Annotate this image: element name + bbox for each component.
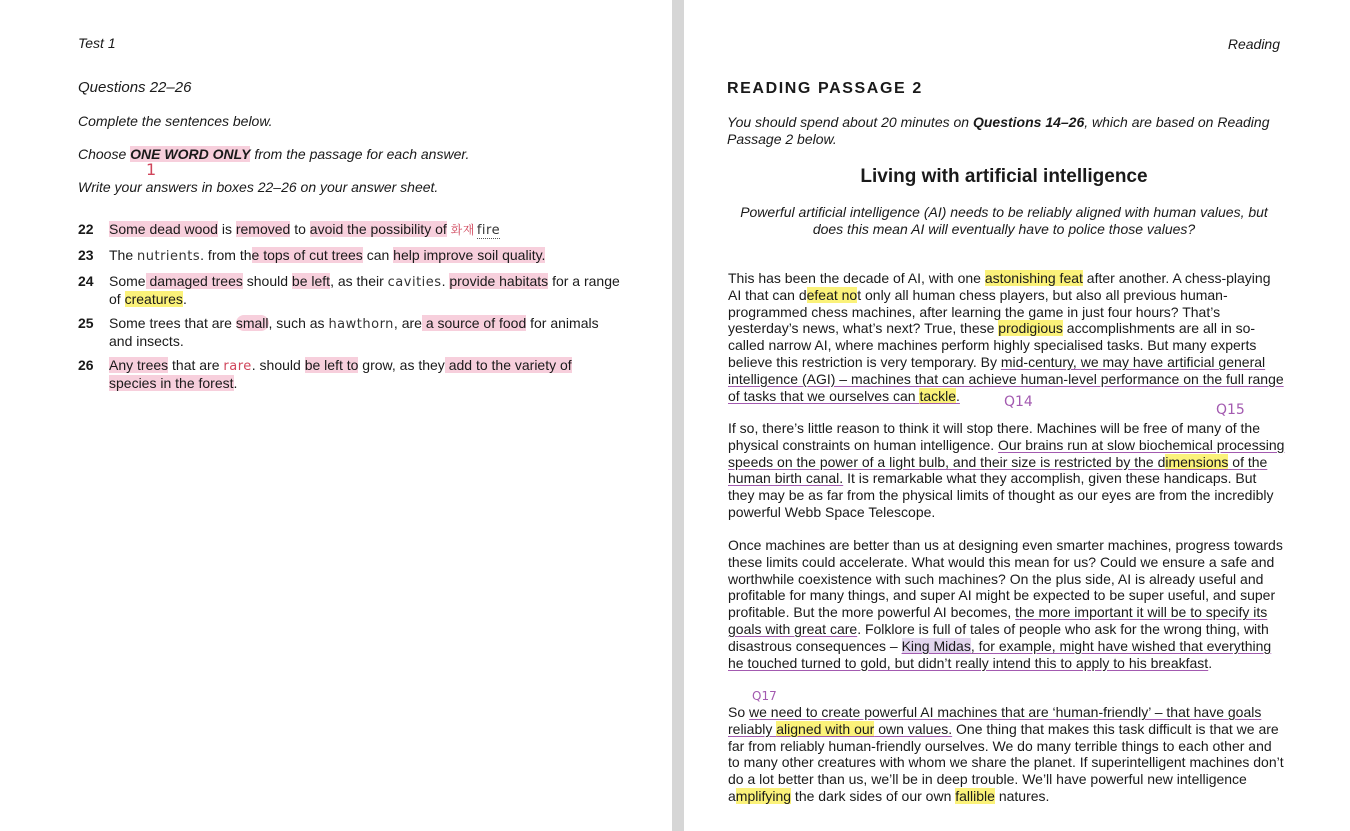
article-title: Living with artificial intelligence xyxy=(860,166,1148,187)
margin-mark-q15: Q15 xyxy=(1216,402,1245,418)
margin-note-korean: 화재 xyxy=(450,223,475,237)
instruction-choose: Choose ONE WORD ONLY from the passage for each answer. xyxy=(78,146,470,162)
answer-22-fire: fire xyxy=(476,223,501,238)
page-header-test: Test 1 xyxy=(78,35,116,51)
margin-mark-q14: Q14 xyxy=(1004,394,1033,410)
paragraph-1: This has been the decade of AI, with one astonishing feat after another. A chess-playing AI that can defeat not only all human chess players, but also all previous human-programmed chess machines, after learning the game in just four hours? That’s yesterday’s news, what’s next? True, these prodigious accomplishments are all in so-called narrow AI, where machines perform highly specialised tasks. But many experts believe this restriction is very temporary. By mid-century, we may have artificial general intelligence (AGI) – machines that can achieve human-level performance on the full range of tasks that we ourselves can tackle. xyxy=(728,270,1284,404)
handwritten-note-one: 1 xyxy=(146,160,157,179)
paragraph-4: So we need to create powerful AI machines that are ‘human-friendly’ – that have goals reliably aligned with our own values. One thing that makes this task difficult is that we are far from reliably human-friendly ourselves. We do many terrible things to each other and to many other creatures with whom we share the planet. If superintelligent machines don’t do a lot better than us, we’ll be in deep trouble. We’ll have powerful new intelligence amplifying the dark sides of our own fallible natures. xyxy=(728,704,1284,804)
paragraph-3: Once machines are better than us at designing even smarter machines, progress towards these limits could accelerate. What would this mean for us? Could we ensure a safe and worthwhile coexistence with such machines? On the plus side, AI is already useful and profitable for many things, and super AI might be expected to be super useful, and super profitable. But the more powerful AI becomes, the more important it will be to specify its goals with great care. Folklore is full of tales of people who ask for the wrong thing, with disastrous consequences – King Midas, for example, might have wished that everything he touched turned to gold, but didn’t really intend this to apply to his breakfast. xyxy=(728,537,1283,671)
answer-25-hawthorn: hawthorn xyxy=(328,317,394,332)
passage-intro: You should spend about 20 minutes on Questions 14–26, which are based on Reading Passage 2 below. xyxy=(727,114,1270,147)
one-word-only: ONE WORD ONLY xyxy=(130,146,251,162)
page-gutter xyxy=(672,0,684,831)
answer-26-rare: rare xyxy=(223,359,252,374)
questions-title: Questions 22–26 xyxy=(78,79,192,96)
right-page xyxy=(684,0,1350,831)
passage-heading: READING PASSAGE 2 xyxy=(727,80,923,97)
article-subtitle: Powerful artificial intelligence (AI) needs to be reliably aligned with human values, but does this mean AI will eventually have to police those values? xyxy=(740,204,1268,237)
instruction-write: Write your answers in boxes 22–26 on your answer sheet. xyxy=(78,179,439,195)
page-header-reading: Reading xyxy=(1227,36,1280,52)
answer-23-nutrients: nutrients xyxy=(137,249,201,264)
instruction-complete: Complete the sentences below. xyxy=(78,113,273,129)
margin-mark-q17: Q17 xyxy=(752,689,777,703)
paragraph-2: If so, there’s little reason to think it will stop there. Machines will be free of many of the physical constraints on human intelligence. Our brains run at slow biochemical processing speeds on the power of a light bulb, and their size is restricted by the dimensions of the human birth canal. It is remarkable what they accomplish, given these handicaps. But they may be as far from the physical limits of thought as our eyes are from the incredibly powerful Webb Space Telescope. xyxy=(728,420,1285,520)
answer-24-cavities: cavities xyxy=(387,275,442,290)
left-page: Test 1 Questions 22–26 Complete the sentences below. Choose ONE WORD ONLY from the passage for each answer. 1 Write your answers in boxes 22–26 on your answer sheet. 22 Some dead wood is removed to avoid the possibility of 화재 fire 23 The nutrients. from the tops of cut trees can help improve soil quality. 24 Some damaged trees should be left, as their cavities. provide habitats for a range of creatures. 25 Some trees that are small, such as hawthorn, are a source of food for animals and insects. 26 Any trees that are rare. should be left to grow, as they add to the variety of species in the forest. xyxy=(0,0,672,831)
